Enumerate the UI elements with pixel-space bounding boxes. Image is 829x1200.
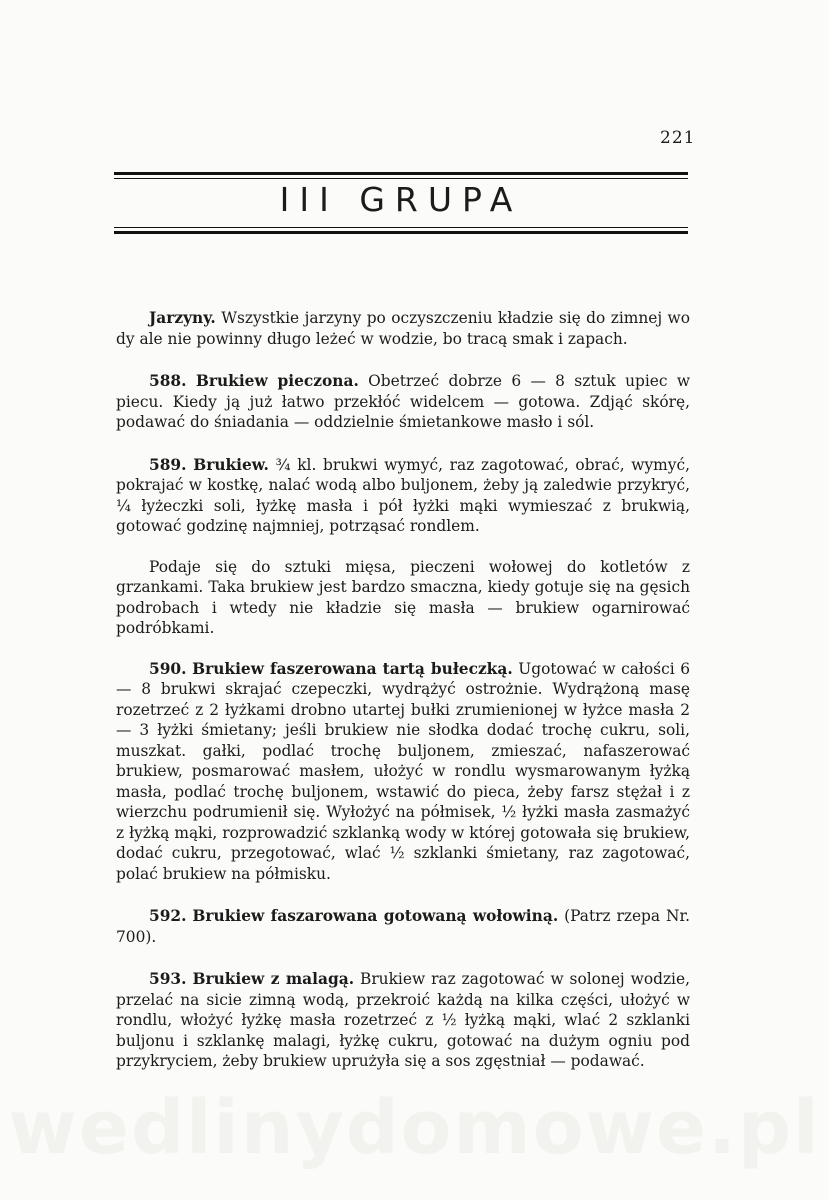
document-body: [116, 308, 690, 1072]
recipe-text: Ugotować w całości 6 — 8 brukwi skrajać czepeczki, wydrążyć ostrożnie. Wydrążoną masę rozetrzeć z 2 łyżkami drobno utartej bułki zrumienionej w łyżce masła 2 — 3 łyżki śmietany; jeśli brukiew nie słodka dodać trochę cukru, soli, muszkat. gałki, podlać trochę buljonem, zmieszać, nafaszerować brukiew, posmarować masłem, ułożyć w rondlu wysmarowanym łyżką masła, podlać trochę buljonem, wstawić do pieca, żeby farsz stężał i z wierzchu podrumienił się. Wyłożyć na półmisek, ½ łyżki masła zasmażyć z łyżką mąki, rozprowadzić szklanką wody w której gotowała się brukiew, dodać cukru, przegotować, wlać ½ szklanki śmietany, raz zagotować, polać brukiew na półmisku.: [116, 659, 690, 883]
heading-rule-top-thin: [114, 178, 688, 179]
recipe-text: ¾ kl. brukwi wymyć, raz zagotować, obrać, wymyć, pokrajać w kostkę, nalać wodą albo buljonem, żeby ją zaledwie przykryć, ¼ łyżeczki soli, łyżkę masła i pół łyżki mąki wymieszać z brukwią, gotować godzinę najmniej, potrząsać rondlem.: [116, 455, 690, 535]
recipe-text: Brukiew raz zagotować w solonej wodzie, przelać na sicie zimną wodą, przekroić każdą na kilka części, ułożyć w rondlu, włożyć łyżkę masła rozetrzeć z ½ łyżką mąki, wlać 2 szklanki buljonu i szklankę malagi, łyżkę cukru, gotować na dużym ogniu pod przykryciem, żeby brukiew uprużyła się a sos zgęstniał — podawać.: [116, 970, 690, 1070]
recipe-title: Brukiew pieczona.: [195, 372, 359, 390]
recipe-number: 590.: [149, 659, 187, 678]
recipe-588: [116, 371, 690, 433]
watermark: wedlinydomowe.pl: [8, 1085, 821, 1171]
recipe-590: [116, 659, 690, 885]
section-heading: III GRUPA: [279, 180, 523, 219]
heading-rule-bottom: [114, 231, 688, 234]
recipe-number: 593.: [149, 970, 187, 988]
intro-lead: Jarzyny.: [149, 309, 216, 327]
recipe-text: Obetrzeć dobrze 6 — 8 sztuk upiec w piecu. Kiedy ją już łatwo przekłóć widelcem — gotowa. Zdjąć skórę, podawać do śniadania — oddzielnie śmietankowe masło i sól.: [116, 372, 690, 431]
recipe-589-serving: [116, 557, 690, 639]
recipe-592: [116, 906, 690, 947]
recipe-593: [116, 969, 690, 1072]
page-number: 221: [660, 128, 696, 148]
recipe-number: 592.: [149, 907, 187, 925]
recipe-text: Podaje się do sztuki mięsa, pieczeni wołowej do kotletów z grzankami. Taka brukiew jest bardzo smaczna, kiedy gotuje się na gęsich podrobach i wtedy nie kładzie się masła — brukiew ogarnirować podróbkami.: [116, 557, 690, 637]
recipe-number: 588.: [149, 372, 187, 390]
recipe-text: (Patrz rzepa Nr. 700).: [116, 907, 691, 946]
recipe-title: Brukiew.: [193, 455, 269, 474]
recipe-589: [116, 455, 690, 537]
heading-rule-top: [114, 172, 688, 175]
recipe-title: Brukiew faszerowana tartą bułeczką.: [192, 659, 513, 678]
intro-text: Wszystkie jarzyny po oczyszczeniu kładzie się do zimnej wo dy ale nie powinny długo leżeć w wodzie, bo tracą smak i zapach.: [116, 309, 690, 348]
recipe-number: 589.: [149, 455, 187, 474]
heading-rule-bottom-thin: [114, 227, 688, 228]
recipe-title: Brukiew z malagą.: [192, 970, 355, 988]
recipe-title: Brukiew faszarowana gotowaną wołowiną.: [192, 907, 559, 925]
intro-paragraph: [116, 308, 690, 349]
